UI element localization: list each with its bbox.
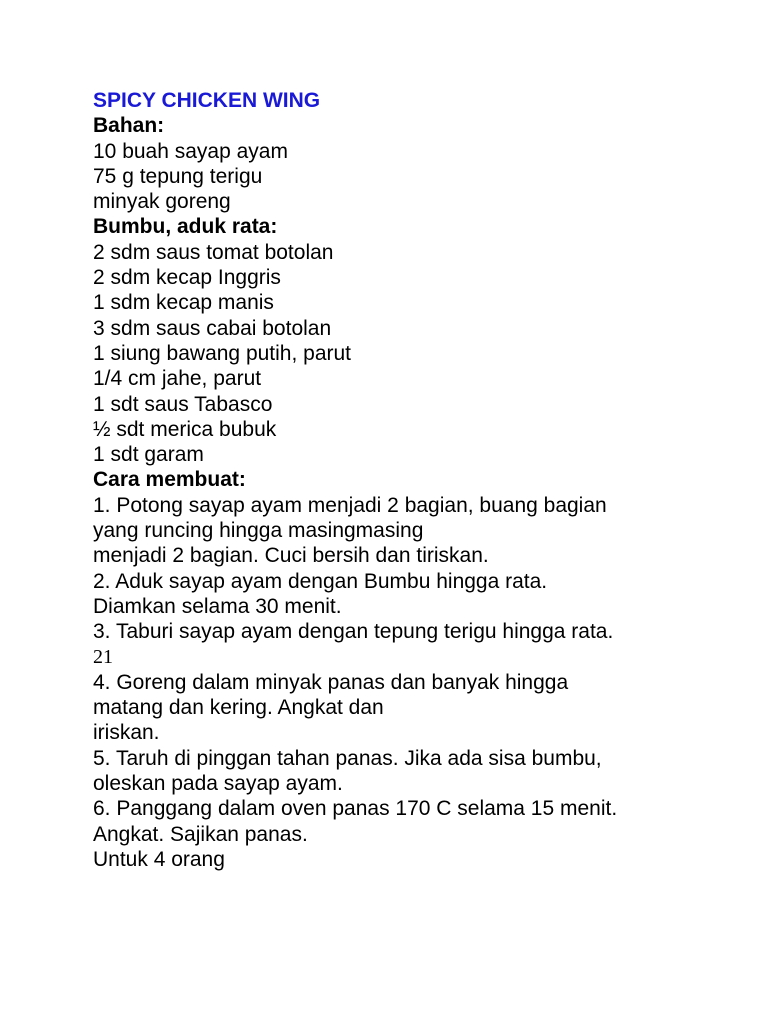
step-line: iriskan. (93, 721, 160, 745)
page-number: 21 (93, 645, 113, 668)
bumbu-item: 1 siung bawang putih, parut (93, 341, 352, 365)
bahan-list (93, 139, 733, 215)
bumbu-item: ½ sdt merica bubuk (93, 417, 277, 441)
bumbu-item: 1 sdm kecap manis (93, 291, 274, 315)
bahan-item: 10 buah sayap ayam (93, 139, 288, 163)
cara-steps (93, 493, 733, 872)
step-line: Angkat. Sajikan panas. (93, 822, 308, 846)
step-line: 6. Panggang dalam oven panas 170 C selama 15 menit. (93, 797, 618, 821)
step-line: menjadi 2 bagian. Cuci bersih dan tiriskan. (93, 544, 489, 568)
step-line: 2. Aduk sayap ayam dengan Bumbu hingga rata. (93, 569, 548, 593)
bumbu-item: 1 sdt saus Tabasco (93, 392, 273, 416)
cara-heading: Cara membuat: (93, 468, 246, 492)
step-line: yang runcing hingga masingmasing (93, 519, 424, 543)
bumbu-item: 1/4 cm jahe, parut (93, 367, 262, 391)
step-line: 1. Potong sayap ayam menjadi 2 bagian, buang bagian (93, 493, 607, 517)
recipe-document (93, 88, 733, 872)
bumbu-item: 3 sdm saus cabai botolan (93, 316, 332, 340)
step-line: oleskan pada sayap ayam. (93, 772, 343, 796)
bahan-item: 75 g tepung terigu (93, 164, 263, 188)
bumbu-list (93, 240, 733, 468)
bumbu-heading: Bumbu, aduk rata: (93, 215, 278, 239)
step-line: matang dan kering. Angkat dan (93, 696, 384, 720)
step-line: 5. Taruh di pinggan tahan panas. Jika ada sisa bumbu, (93, 746, 602, 770)
bumbu-item: 1 sdt garam (93, 443, 204, 467)
servings-line: Untuk 4 orang (93, 847, 225, 871)
bahan-item: minyak goreng (93, 190, 231, 214)
bumbu-item: 2 sdm kecap Inggris (93, 266, 281, 290)
recipe-title: SPICY CHICKEN WING (93, 89, 321, 112)
step-line: 3. Taburi sayap ayam dengan tepung terigu hingga rata. (93, 620, 614, 644)
bumbu-item: 2 sdm saus tomat botolan (93, 240, 334, 264)
step-line: 4. Goreng dalam minyak panas dan banyak hingga (93, 670, 569, 694)
step-line: Diamkan selama 30 menit. (93, 594, 342, 618)
bahan-heading: Bahan: (93, 114, 165, 138)
